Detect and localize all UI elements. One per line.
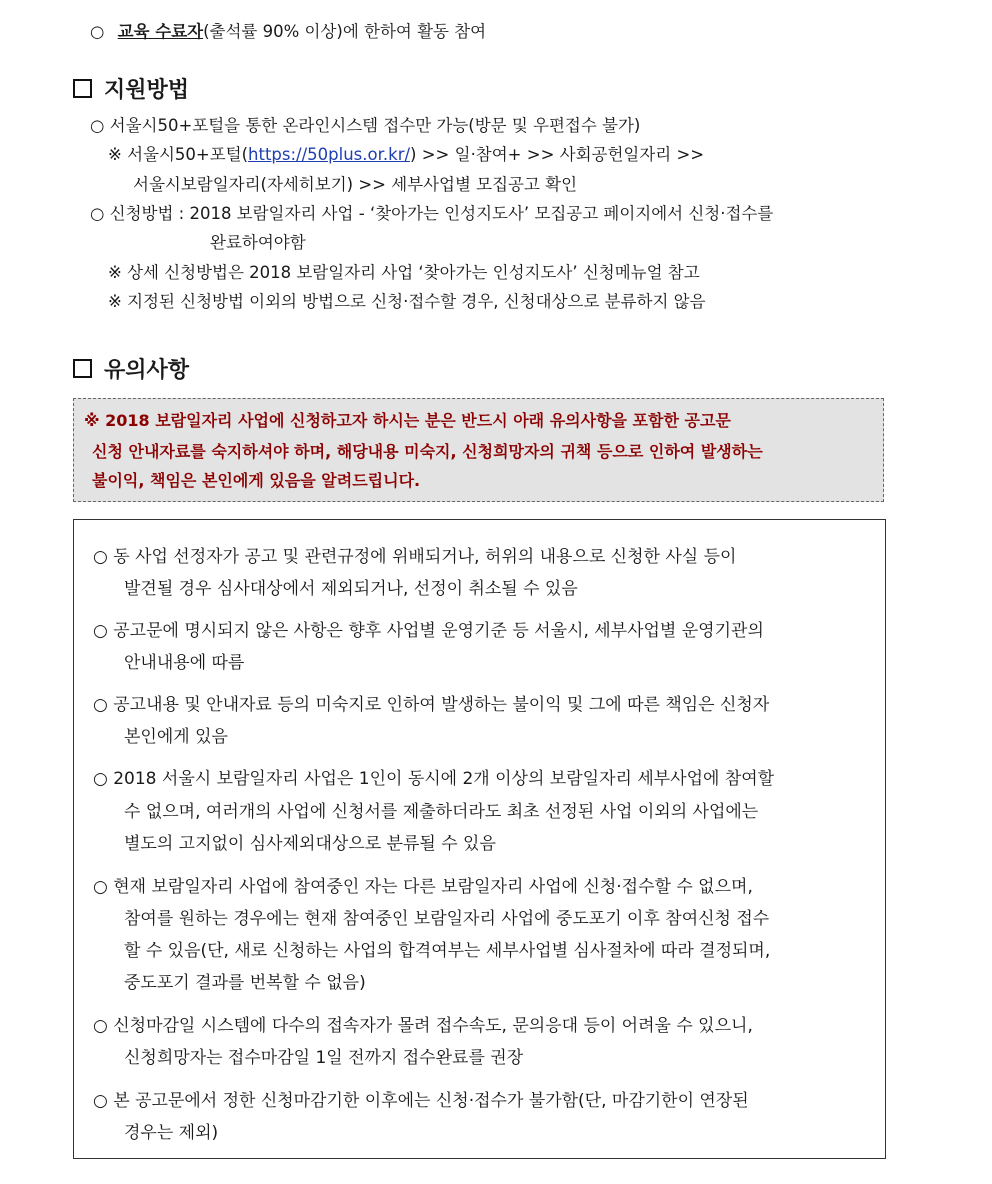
notice-box [73,398,884,502]
portal-link[interactable]: https://50plus.or.kr/ [248,145,411,164]
list-item-line: ○ 동 사업 선정자가 공고 및 관련규정에 위배되거나, 허위의 내용으로 신청한 사실 등이 [93,547,737,567]
list-item-line: 참여를 원하는 경우에는 현재 참여중인 보람일자리 사업에 중도포기 이후 참여신청 접수 [124,909,770,929]
section-title: 지원방법 [104,78,190,103]
list-item-line: ○ 공고내용 및 안내자료 등의 미숙지로 인하여 발생하는 불이익 및 그에 따른 책임은 신청자 [93,695,770,715]
list-item-line: 발견될 경우 심사대상에서 제외되거나, 선정이 취소될 수 있음 [124,579,578,599]
square-icon [73,359,92,378]
support-line-2 [108,144,704,166]
list-item-line: ○ 2018 서울시 보람일자리 사업은 1인이 동시에 2개 이상의 보람일자리 세부사업에 참여할 [93,769,775,789]
list-item-line: 안내내용에 따름 [124,653,245,673]
support-line-2-prefix: ※ 서울시50+포털( [108,145,249,164]
square-icon [73,79,92,98]
section-heading-support [73,77,189,105]
support-line-5: 완료하여야함 [210,233,306,252]
list-item-line: ○ 신청마감일 시스템에 다수의 접속자가 몰려 접수속도, 문의응대 등이 어려울 수 있으니, [93,1016,753,1036]
notice-line-1: ※ 2018 보람일자리 사업에 신청하고자 하시는 분은 반드시 아래 유의사항을 포함한 공고문 [84,411,731,430]
eligibility-line [90,21,486,43]
support-line-3: 서울시보람일자리(자세히보기) >> 세부사업별 모집공고 확인 [133,175,578,194]
list-item-line: 신청희망자는 접수마감일 1일 전까지 접수완료를 권장 [124,1048,524,1068]
support-line-4: ○ 신청방법 : 2018 보람일자리 사업 - ‘찾아가는 인성지도사’ 모집공고 페이지에서 신청·접수를 [90,204,774,223]
list-item-line: 수 없으며, 여러개의 사업에 신청서를 제출하더라도 최초 선정된 사업 이외의 사업에는 [124,802,759,822]
notes-list [73,519,886,1159]
support-line-6: ※ 상세 신청방법은 2018 보람일자리 사업 ‘찾아가는 인성지도사’ 신청메뉴얼 참고 [108,263,700,282]
notice-line-3: 불이익, 책임은 본인에게 있음을 알려드립니다. [92,471,421,490]
list-item-line: ○ 본 공고문에서 정한 신청마감기한 이후에는 신청·접수가 불가함(단, 마감기한이 연장된 [93,1091,749,1111]
bullet-marker: ○ [90,22,105,41]
list-item-line: 별도의 고지없이 심사제외대상으로 분류될 수 있음 [124,834,496,854]
list-item-line: 본인에게 있음 [124,727,228,747]
list-item-line: 경우는 제외) [124,1123,219,1143]
section-title: 유의사항 [104,358,190,383]
list-item-line: ○ 현재 보람일자리 사업에 참여중인 자는 다른 보람일자리 사업에 신청·접수할 수 없으며, [93,877,753,897]
list-item-line: ○ 공고문에 명시되지 않은 사항은 향후 사업별 운영기준 등 서울시, 세부사업별 운영기관의 [93,621,764,641]
emphasis-text: 교육 수료자 [117,22,204,41]
list-item-line: 할 수 있음(단, 새로 신청하는 사업의 합격여부는 세부사업별 심사절차에 따라 결정되며, [124,941,771,961]
support-line-2-suffix: ) >> 일·참여+ >> 사회공헌일자리 >> [410,145,705,164]
support-line-7: ※ 지정된 신청방법 이외의 방법으로 신청·접수할 경우, 신청대상으로 분류하지 않음 [108,292,706,311]
notice-line-2: 신청 안내자료를 숙지하셔야 하며, 해당내용 미숙지, 신청희망자의 귀책 등으로 인하여 발생하는 [92,442,763,461]
eligibility-text: (출석률 90% 이상)에 한하여 활동 참여 [203,22,487,41]
support-line-1: ○ 서울시50+포털을 통한 온라인시스템 접수만 가능(방문 및 우편접수 불가) [90,116,641,135]
section-heading-notes [73,357,189,385]
list-item-line: 중도포기 결과를 번복할 수 없음) [124,973,366,993]
